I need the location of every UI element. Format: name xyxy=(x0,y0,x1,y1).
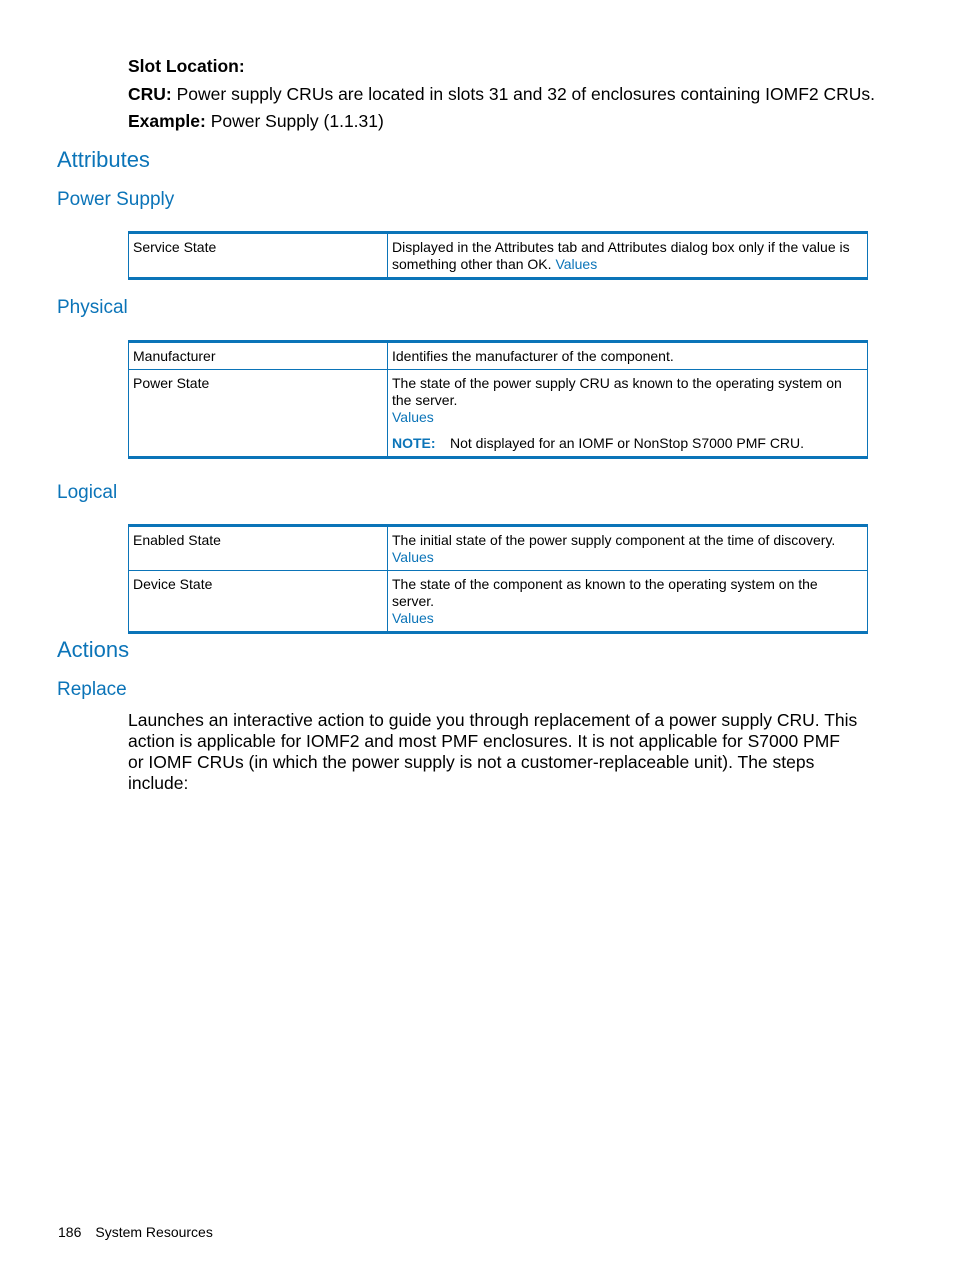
footer-section: System Resources xyxy=(95,1224,213,1240)
attributes-heading: Attributes xyxy=(57,147,150,172)
attribute-name: Service State xyxy=(129,233,388,279)
values-link[interactable]: Values xyxy=(392,549,434,565)
values-link[interactable]: Values xyxy=(392,409,434,425)
physical-heading: Physical xyxy=(57,297,128,318)
logical-heading: Logical xyxy=(57,482,118,503)
cru-line xyxy=(128,84,875,104)
attribute-description: Displayed in the Attributes tab and Attributes dialog box only if the value is something other than OK. xyxy=(392,239,850,272)
example-line xyxy=(128,111,384,131)
replace-heading: Replace xyxy=(57,679,127,700)
attribute-description: The state of the power supply CRU as known to the operating system on the server. xyxy=(392,375,842,408)
table-row xyxy=(129,342,868,370)
attribute-description-cell xyxy=(388,571,868,633)
slot-location-label: Slot Location: xyxy=(128,56,245,76)
attribute-description-cell xyxy=(388,526,868,571)
physical-table xyxy=(128,340,868,459)
attribute-name: Device State xyxy=(129,571,388,633)
values-link[interactable]: Values xyxy=(555,256,598,272)
attribute-description-cell xyxy=(388,233,868,279)
attribute-name: Enabled State xyxy=(129,526,388,571)
table-row xyxy=(129,233,868,279)
power-supply-heading: Power Supply xyxy=(57,189,175,210)
attribute-description-cell xyxy=(388,370,868,458)
page-footer xyxy=(58,1224,213,1240)
table-row xyxy=(129,370,868,458)
cru-label: CRU: xyxy=(128,84,172,104)
attribute-name: Power State xyxy=(129,370,388,458)
example-text: Power Supply (1.1.31) xyxy=(210,111,384,131)
cru-text: Power supply CRUs are located in slots 31 and 32 of enclosures containing IOMF2 CRUs. xyxy=(176,84,876,104)
power-supply-table xyxy=(128,231,868,280)
page-number: 186 xyxy=(58,1224,82,1240)
replace-description: Launches an interactive action to guide you through replacement of a power supply CRU. This action is applicable for IOMF2 and most PMF enclosures. It is not applicable for S7000 PMF or IOMF CRUs (in which the power supply is not a customer-replaceable unit). The steps include: xyxy=(128,710,858,793)
logical-table xyxy=(128,524,868,634)
actions-heading: Actions xyxy=(57,637,130,662)
note xyxy=(392,435,863,452)
attribute-description: The initial state of the power supply component at the time of discovery. xyxy=(392,532,836,548)
note-text: Not displayed for an IOMF or NonStop S7000 PMF CRU. xyxy=(450,435,805,451)
table-row xyxy=(129,526,868,571)
attribute-description: The state of the component as known to the operating system on the server. xyxy=(392,576,818,609)
table-row xyxy=(129,571,868,633)
values-link[interactable]: Values xyxy=(392,610,434,626)
attribute-description: Identifies the manufacturer of the component. xyxy=(392,348,674,364)
attribute-name: Manufacturer xyxy=(129,342,388,370)
example-label: Example: xyxy=(128,111,206,131)
note-label: NOTE: xyxy=(392,435,436,451)
